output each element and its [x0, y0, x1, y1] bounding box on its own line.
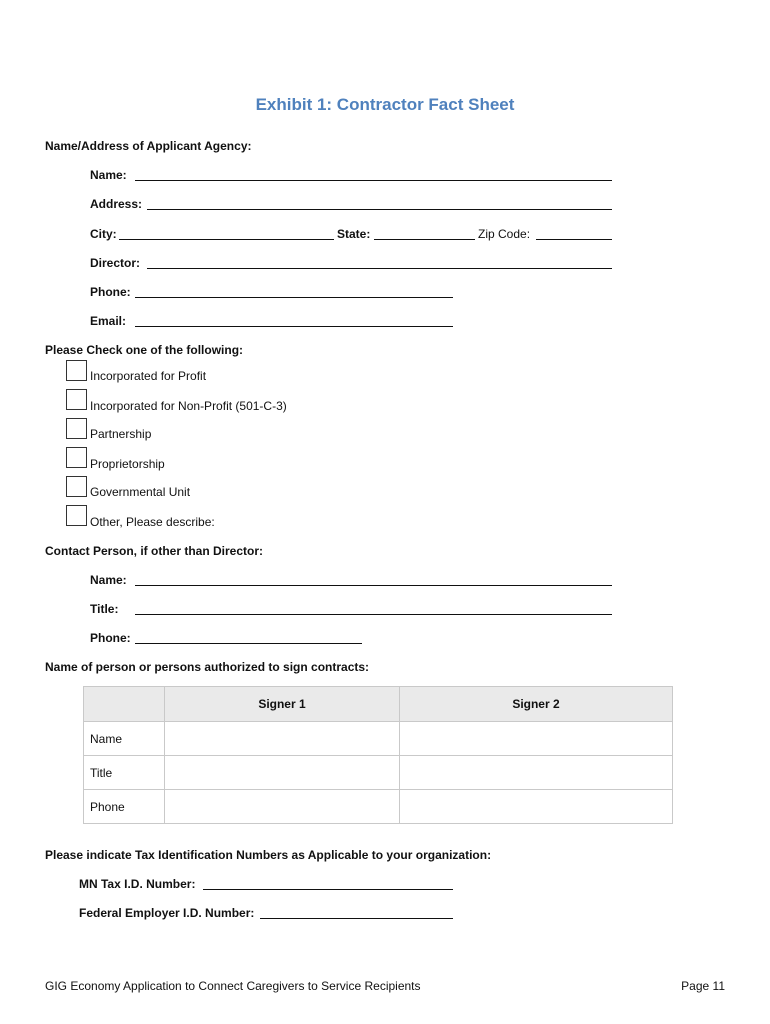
name-field[interactable] — [135, 180, 612, 181]
checkbox-other[interactable] — [66, 505, 87, 526]
section-signers-heading: Name of person or persons authorized to sign contracts: — [45, 660, 370, 674]
checkbox-label-other: Other, Please describe: — [90, 515, 215, 529]
checkbox-label-nonprofit: Incorporated for Non-Profit (501-C-3) — [90, 399, 287, 413]
signer-1-name-cell[interactable] — [165, 722, 400, 756]
page-title: Exhibit 1: Contractor Fact Sheet — [255, 95, 515, 114]
row-label-title: Title — [84, 756, 165, 790]
state-label: State: — [337, 227, 371, 241]
city-field[interactable] — [119, 239, 334, 240]
checkbox-proprietorship[interactable] — [66, 447, 87, 468]
signers-header-signer-1: Signer 1 — [165, 687, 400, 722]
signer-1-title-cell[interactable] — [165, 756, 400, 790]
table-row — [84, 722, 673, 756]
signers-table-header-row — [84, 687, 673, 722]
checkbox-label-governmental: Governmental Unit — [90, 485, 191, 499]
mn-tax-field[interactable] — [203, 889, 453, 890]
checkbox-profit[interactable] — [66, 360, 87, 381]
federal-id-field[interactable] — [260, 918, 453, 919]
section-applicant-heading: Name/Address of Applicant Agency: — [45, 139, 252, 153]
checkbox-governmental[interactable] — [66, 476, 87, 497]
phone-label: Phone: — [90, 285, 131, 299]
state-field[interactable] — [374, 239, 475, 240]
row-label-phone: Phone — [84, 790, 165, 824]
table-row — [84, 756, 673, 790]
zip-label: Zip Code: — [478, 227, 531, 241]
address-label: Address: — [90, 197, 143, 211]
federal-id-label: Federal Employer I.D. Number: — [79, 906, 255, 920]
signer-2-name-cell[interactable] — [400, 722, 673, 756]
checkbox-label-partnership: Partnership — [90, 427, 152, 441]
signers-table — [83, 686, 673, 824]
checkbox-label-profit: Incorporated for Profit — [90, 369, 207, 383]
section-tax-heading: Please indicate Tax Identification Numbers as Applicable to your organization: — [45, 848, 492, 862]
section-contact-heading: Contact Person, if other than Director: — [45, 544, 264, 558]
name-label: Name: — [90, 168, 127, 182]
section-check-heading: Please Check one of the following: — [45, 343, 244, 357]
signers-header-blank — [84, 687, 165, 722]
footer-document-title: GIG Economy Application to Connect Caregivers to Service Recipients — [45, 979, 421, 993]
mn-tax-label: MN Tax I.D. Number: — [79, 877, 196, 891]
contact-phone-label: Phone: — [90, 631, 131, 645]
city-label: City: — [90, 227, 117, 241]
checkbox-partnership[interactable] — [66, 418, 87, 439]
phone-field[interactable] — [135, 297, 453, 298]
footer-page-number: Page 11 — [681, 979, 725, 993]
checkbox-nonprofit[interactable] — [66, 389, 87, 410]
contact-title-field[interactable] — [135, 614, 612, 615]
signer-2-title-cell[interactable] — [400, 756, 673, 790]
zip-field[interactable] — [536, 239, 612, 240]
director-field[interactable] — [147, 268, 612, 269]
contact-name-label: Name: — [90, 573, 127, 587]
email-label: Email: — [90, 314, 127, 328]
email-field[interactable] — [135, 326, 453, 327]
contact-name-field[interactable] — [135, 585, 612, 586]
address-field[interactable] — [147, 209, 612, 210]
row-label-name: Name — [84, 722, 165, 756]
signers-header-signer-2: Signer 2 — [400, 687, 673, 722]
table-row — [84, 790, 673, 824]
signer-2-phone-cell[interactable] — [400, 790, 673, 824]
checkbox-label-proprietorship: Proprietorship — [90, 457, 165, 471]
signer-1-phone-cell[interactable] — [165, 790, 400, 824]
director-label: Director: — [90, 256, 141, 270]
contact-title-label: Title: — [90, 602, 119, 616]
contact-phone-field[interactable] — [135, 643, 362, 644]
